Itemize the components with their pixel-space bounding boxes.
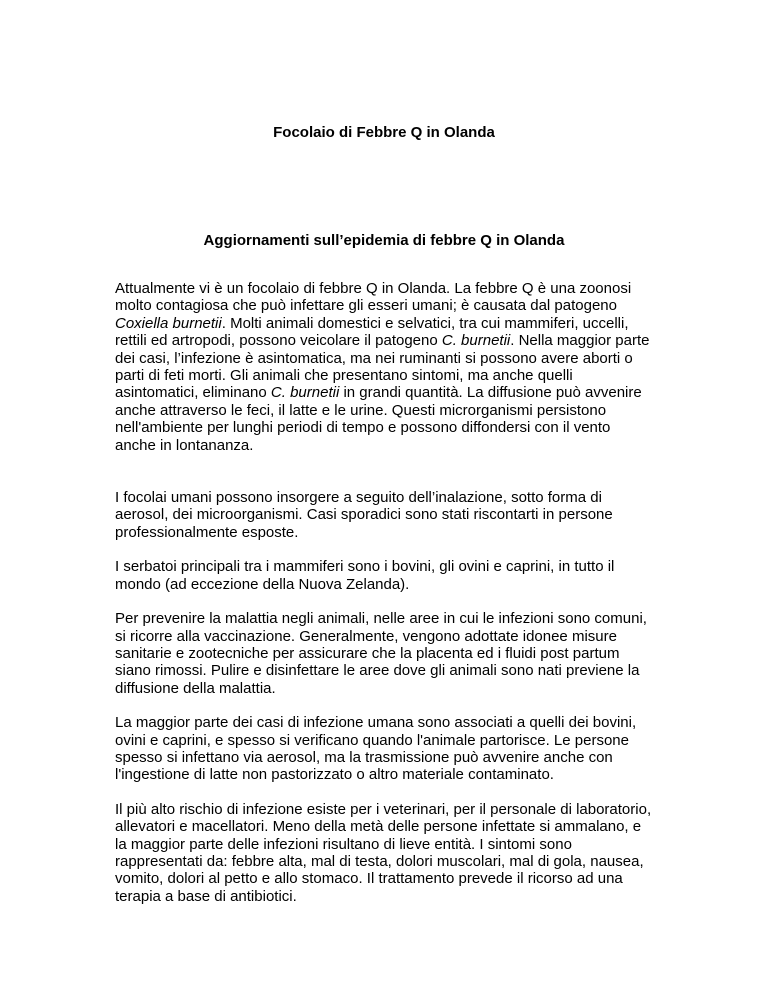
document-title: Focolaio di Febbre Q in Olanda: [273, 124, 495, 141]
paragraph-line: l'ingestione di latte non pastorizzato o altro materiale contaminato.: [115, 766, 554, 784]
paragraph-line: mondo (ad eccezione della Nuova Zelanda).: [115, 575, 410, 593]
paragraph-line: nell'ambiente per lunghi periodi di tempo e possono diffondersi con il vento: [115, 419, 611, 437]
paragraph-line: Per prevenire la malattia negli animali, nelle aree in cui le infezioni sono comuni,: [115, 610, 647, 628]
section-title: Aggiornamenti sull’epidemia di febbre Q in Olanda: [203, 232, 565, 249]
paragraph-line: Il più alto rischio di infezione esiste per i veterinari, per il personale di laboratorio,: [115, 800, 652, 818]
paragraph-line: spesso si infettano via aerosol, ma la trasmissione può avvenire anche con: [115, 748, 613, 766]
paragraph-line: siano rimossi. Pulire e disinfettare le aree dove gli animali sono nati previene la: [115, 662, 640, 680]
paragraph: [115, 280, 663, 454]
paragraph-line: professionalmente esposte.: [115, 523, 299, 541]
document-body: [115, 280, 663, 905]
paragraph-line: La maggior parte dei casi di infezione umana sono associati a quelli dei bovini,: [115, 714, 637, 732]
paragraph-line: aerosol, dei microorganismi. Casi sporadici sono stati riscontarti in persone: [115, 506, 613, 524]
paragraph-line: I serbatoi principali tra i mammiferi sono i bovini, gli ovini e caprini, in tutto il: [115, 558, 615, 576]
paragraph: [115, 558, 663, 593]
paragraph-line: la maggior parte delle infezioni risultano di lieve entità. I sintomi sono: [115, 835, 572, 853]
paragraph-line: parti di feti morti. Gli animali che presentano sintomi, ma anche quelli: [115, 367, 573, 385]
paragraph-line: I focolai umani possono insorgere a seguito dell’inalazione, sotto forma di: [115, 489, 602, 507]
paragraph-line: terapia a base di antibiotici.: [115, 887, 297, 905]
paragraph-line: rappresentati da: febbre alta, mal di testa, dolori muscolari, mal di gola, nausea,: [115, 852, 644, 870]
paragraph-line: Attualmente vi è un focolaio di febbre Q in Olanda. La febbre Q è una zoonosi: [115, 280, 632, 297]
paragraph: [115, 489, 663, 541]
paragraph-line: si ricorre alla vaccinazione. Generalmente, vengono adottate idonee misure: [115, 627, 617, 645]
paragraph-line: Coxiella burnetii. Molti animali domestici e selvatici, tra cui mammiferi, uccelli,: [115, 314, 629, 332]
paragraph-line: sanitarie e zootecniche per assicurare che la placenta ed i fluidi post partum: [115, 644, 620, 662]
paragraph-line: ovini e caprini, e spesso si verificano quando l'animale partorisce. Le persone: [115, 731, 629, 749]
paragraph-line: dei casi, l’infezione è asintomatica, ma nei ruminanti si possono avere aborti o: [115, 349, 633, 367]
paragraph: [115, 801, 663, 905]
paragraph-line: vomito, dolori al petto e allo stomaco. Il trattamento prevede il ricorso ad una: [115, 870, 623, 888]
paragraph: [115, 610, 663, 697]
paragraph-line: diffusione della malattia.: [115, 679, 276, 697]
paragraph-line: anche in lontananza.: [115, 436, 254, 454]
paragraph-line: rettili ed artropodi, possono veicolare il patogeno C. burnetii. Nella maggior parte: [115, 332, 650, 350]
paragraph-line: asintomatici, eliminano C. burnetii in grandi quantità. La diffusione può avvenire: [115, 384, 642, 402]
paragraph: [115, 714, 663, 784]
paragraph-line: molto contagiosa che può infettare gli esseri umani; è causata dal patogeno: [115, 297, 617, 315]
paragraph-line: allevatori e macellatori. Meno della metà delle persone infettate si ammalano, e: [115, 818, 642, 836]
paragraph-line: anche attraverso le feci, il latte e le urine. Questi microrganismi persistono: [115, 401, 607, 419]
